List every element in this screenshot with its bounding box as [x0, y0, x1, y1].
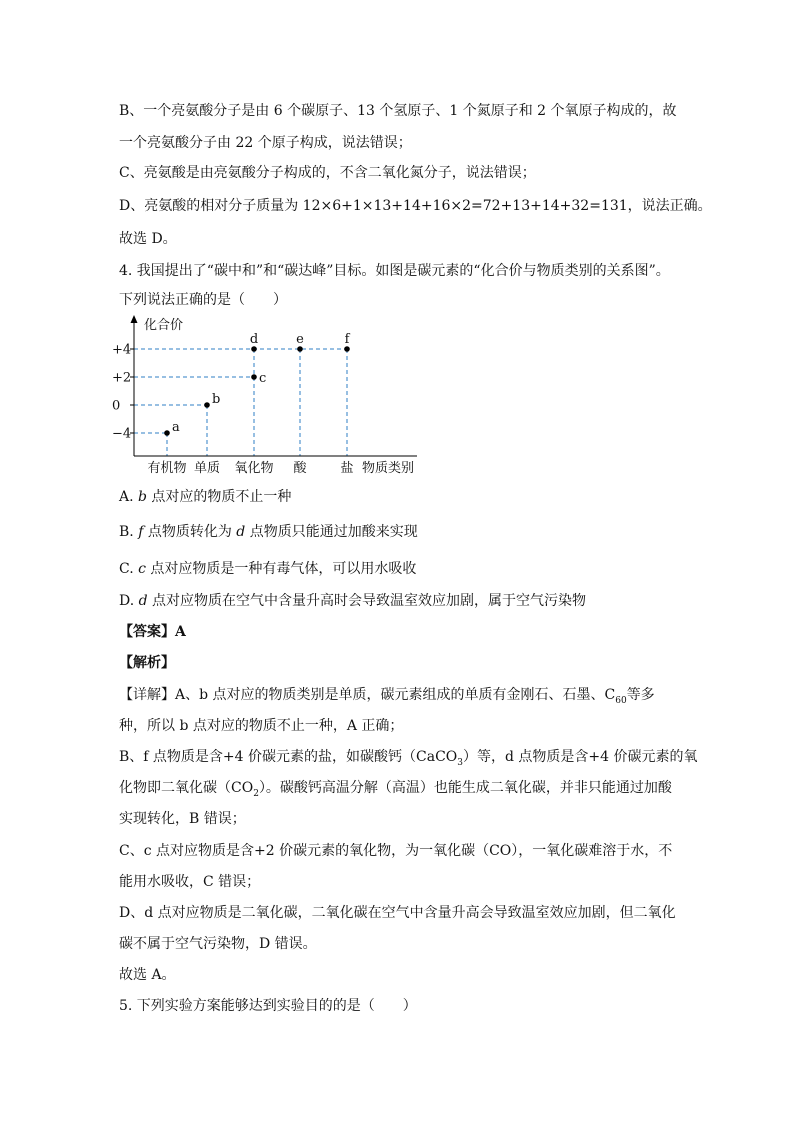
explanation-c: C、c 点对应物质是含+2 价碳元素的氧化物，为一氧化碳（CO），一氧化碳难溶于水，不	[119, 843, 673, 859]
point-d	[251, 346, 257, 352]
explanation-b: B、f 点物质是含+4 价碳元素的盐，如碳酸钙（CaCO$_3$）等，d 点物质是含+4 价碳元素的氧	[119, 749, 698, 768]
final-choice: 故选 A。	[119, 967, 176, 983]
point-label-a: a	[172, 420, 180, 435]
text-line-b: B、一个亮氨酸分子是由 6 个碳原子、13 个氢原子、1 个氮原子和 2 个氧原子构成的，故	[119, 103, 677, 119]
point-e	[297, 346, 303, 352]
answer-label: 【答案】A	[119, 624, 186, 640]
option-d: D. d 点对应物质在空气中含量升高时会导致温室效应加剧，属于空气污染物	[119, 593, 587, 609]
explanation-a: 【详解】A、b 点对应的物质类别是单质，碳元素组成的单质有金刚石、石墨、$C_{60}$等多	[119, 687, 655, 706]
point-label-c: c	[259, 371, 267, 386]
question-4-prompt: 下列说法正确的是（ ）	[119, 292, 287, 308]
y-tick-label: 0	[112, 398, 121, 414]
option-b: B. f 点物质转化为 d 点物质只能通过加酸来实现	[119, 524, 418, 540]
analysis-label: 【解析】	[119, 655, 175, 671]
y-tick-label: +4	[112, 342, 132, 358]
explanation-a-cont: 种，所以 b 点对应的物质不止一种，A 正确；	[119, 718, 404, 734]
x-tick-label: 酸	[293, 461, 307, 476]
x-tick-labels	[147, 460, 353, 476]
explanation-d-cont: 碳不属于空气污染物，D 错误。	[119, 936, 317, 952]
data-points	[164, 332, 350, 436]
point-label-f: f	[344, 332, 350, 347]
point-label-d: d	[249, 332, 259, 347]
question-5-stem: 5. 下列实验方案能够达到实验目的的是（ ）	[119, 998, 417, 1014]
point-label-e: e	[296, 332, 304, 347]
explanation-b-end: 实现转化，B 错误；	[119, 811, 246, 827]
question-4-stem: 4. 我国提出了“碳中和”和“碳达峰”目标。如图是碳元素的“化合价与物质类别的关系图”。	[119, 263, 670, 279]
y-tick-label: −4	[112, 426, 132, 442]
option-c: C. c 点对应物质是一种有毒气体，可以用水吸收	[119, 561, 417, 577]
y-axis-label: 化合价	[144, 318, 184, 333]
x-tick-label: 单质	[193, 461, 221, 476]
y-axis-arrow	[131, 315, 138, 323]
x-axis-label: 物质类别	[362, 461, 415, 476]
point-b	[204, 402, 210, 408]
point-label-b: b	[212, 392, 221, 407]
x-tick-label: 氧化物	[234, 461, 274, 476]
point-a	[164, 430, 170, 436]
point-f	[344, 346, 350, 352]
valence-category-diagram	[112, 312, 432, 480]
text-line-choose-d: 故选 D。	[119, 231, 177, 247]
x-tick-label: 有机物	[147, 461, 187, 476]
y-tick-labels	[112, 343, 134, 442]
text-line-b-cont: 一个亮氨酸分子由 22 个原子构成，说法错误；	[119, 135, 412, 151]
explanation-c-cont: 能用水吸收，C 错误；	[119, 874, 261, 890]
option-a: A. b 点对应的物质不止一种	[119, 489, 292, 505]
x-tick-label: 盐	[340, 461, 354, 476]
point-c	[251, 374, 257, 380]
text-line-c: C、亮氨酸是由亮氨酸分子构成的，不含二氧化氮分子，说法错误；	[119, 165, 536, 181]
text-line-d: D、亮氨酸的相对分子质量为 12×6+1×13+14+16×2=72+13+14+32=131，说法正确。	[119, 198, 712, 214]
explanation-b-cont: 化物即二氧化碳$(CO_2)$。碳酸钙高温分解（高温）也能生成二氧化碳，并非只能通过加酸	[119, 780, 672, 799]
y-tick-label: +2	[112, 370, 132, 386]
explanation-d: D、d 点对应物质是二氧化碳，二氧化碳在空气中含量升高会导致温室效应加剧，但二氧化	[119, 905, 676, 921]
guide-lines	[134, 349, 347, 456]
